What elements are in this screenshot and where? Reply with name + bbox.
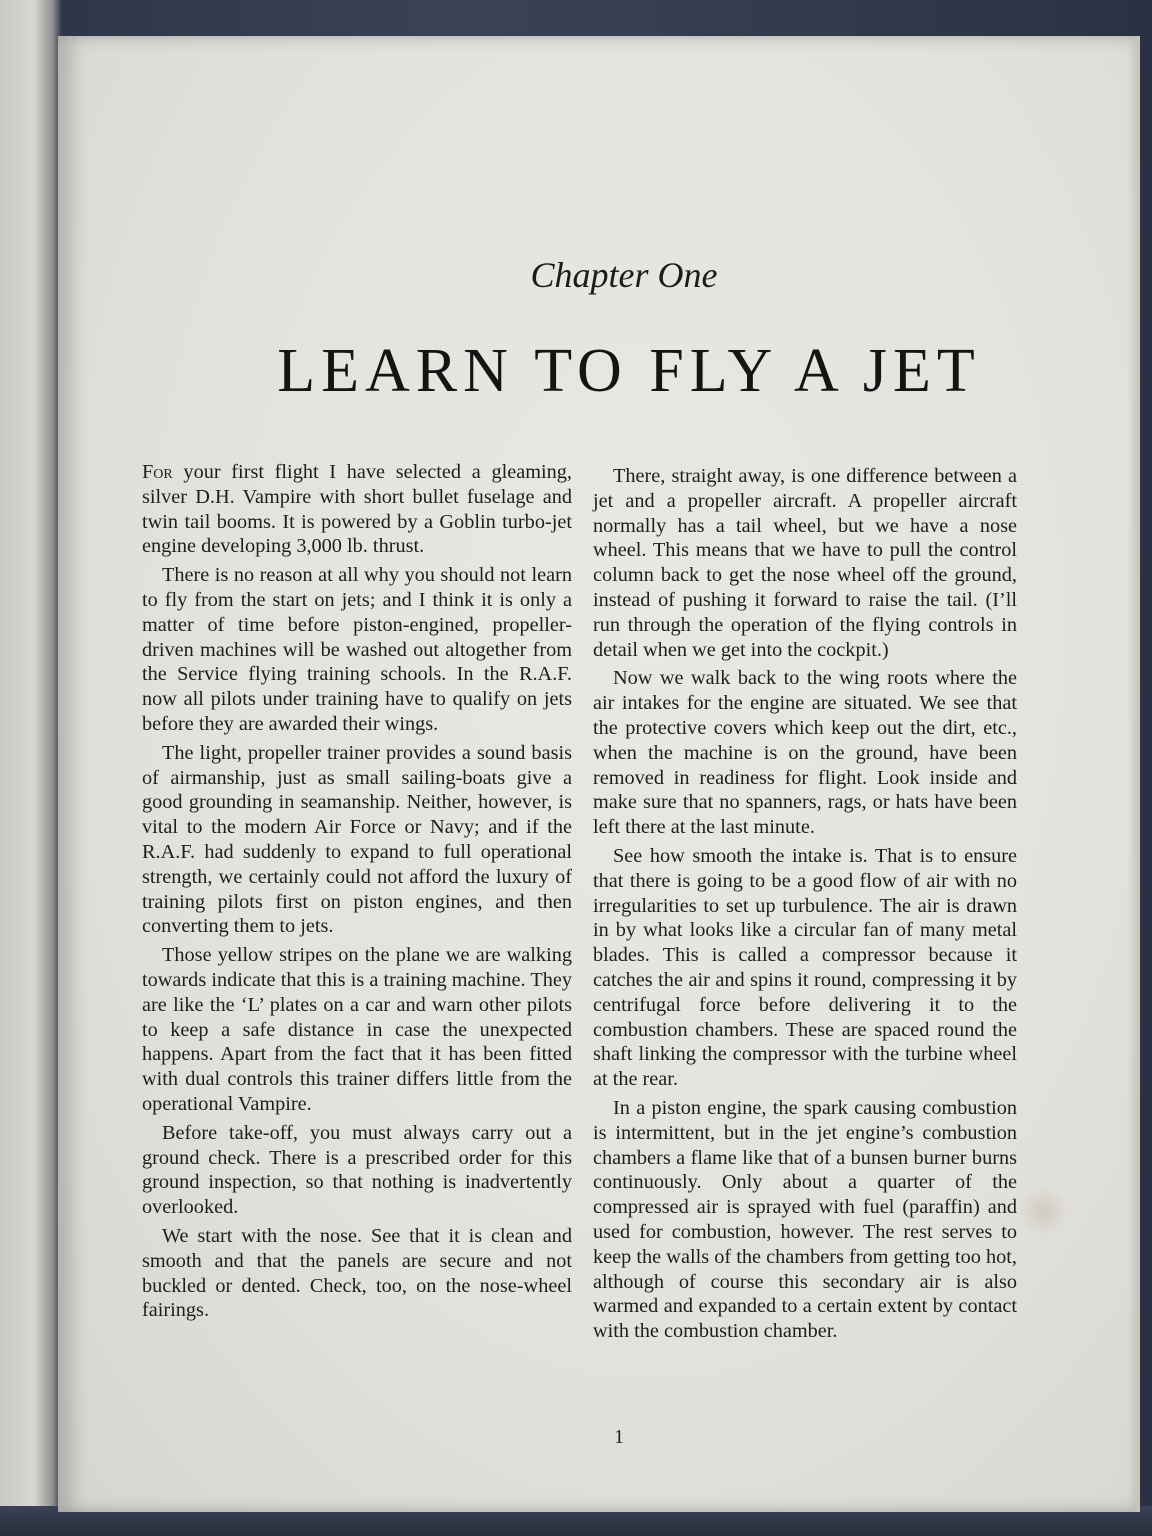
paragraph: There is no reason at all why you should not learn to fly from the start on jets; and I think it is only a matter of time before piston-engined, propeller-driven machines will be washed out altogether from the Service flying training schools. In the R.A.F. now all pilots under training have to qualify on jets before they are awarded their wings. [142,564,572,735]
paragraph: There, straight away, is one difference between a jet and a propeller aircraft. A propeller aircraft normally has a tail wheel, but we have a nose wheel. This means that we have to pull the control column back to get the nose wheel off the ground, instead of pushing it forward to raise the tail. (I’ll run through the operation of the flying controls in detail when we get into the cockpit.) [593,465,1017,661]
facing-page-edge [0,0,62,1536]
opening-small-caps: For [142,461,173,483]
paragraph-text: your first flight I have selected a gleaming, silver D.H. Vampire with short bullet fuselage and twin tail booms. It is powered by a Goblin turbo-jet engine developing 3,000 lb. thrust. [142,461,572,558]
paragraph: The light, propeller trainer provides a sound basis of airmanship, just as small sailing-boats give a good grounding in seamanship. Neither, however, is vital to the modern Air Force or Navy; and if the R.A.F. had suddenly to expand to full operational strength, we certainly could not afford the luxury of training pilots first on piston engines, and then converting them to jets. [142,741,572,938]
left-text-column [142,460,572,1327]
chapter-title: LEARN TO FLY A JET [277,337,981,405]
paragraph: Those yellow stripes on the plane we are walking towards indicate that this is a training machine. They are like the ‘L’ plates on a car and warn other pilots to keep a safe distance in case the unexpected happens. Apart from the fact that it has been fitted with dual controls this trainer differs little from the operational Vampire. [142,944,572,1115]
paragraph: See how smooth the intake is. That is to ensure that there is going to be a good flow of air with no irregularities to set up turbulence. The air is drawn in by what looks like a circular fan of many metal blades. This is called a compressor because it catches the air and spins it round, compressing it by centrifugal force before delivering it to the combustion chambers. These are spaced round the shaft linking the compressor with the turbine wheel at the rear. [593,844,1017,1091]
book-page [58,36,1140,1512]
right-text-column [593,464,1017,1348]
page-stain [1018,1186,1068,1236]
paragraph: We start with the nose. See that it is clean and smooth and that the panels are secure and not buckled or dented. Check, too, on the nose-wheel fairings. [142,1224,572,1322]
paragraph: In a piston engine, the spark causing combustion is intermittent, but in the jet engine’s combustion chambers a flame like that of a bunsen burner burns continuously. Only about a quarter of the compressed air is sprayed with fuel (paraffin) and used for combustion, however. The rest serves to keep the walls of the chambers from getting too hot, although of course this secondary air is also warmed and expanded to a certain extent by contact with the combustion chamber. [593,1096,1017,1343]
paragraph: Before take-off, you must always carry out a ground check. There is a prescribed order for this ground inspection, so that nothing is inadvertently overlooked. [142,1121,572,1219]
chapter-number: Chapter One [530,255,718,295]
paragraph [142,460,572,559]
paragraph: Now we walk back to the wing roots where the air intakes for the engine are situated. We see that the protective covers which keep out the dirt, etc., when the machine is on the ground, have been removed in readiness for flight. Look inside and make sure that no spanners, rags, or hats have been left there at the last minute. [593,667,1017,839]
page-number: 1 [614,1426,624,1448]
